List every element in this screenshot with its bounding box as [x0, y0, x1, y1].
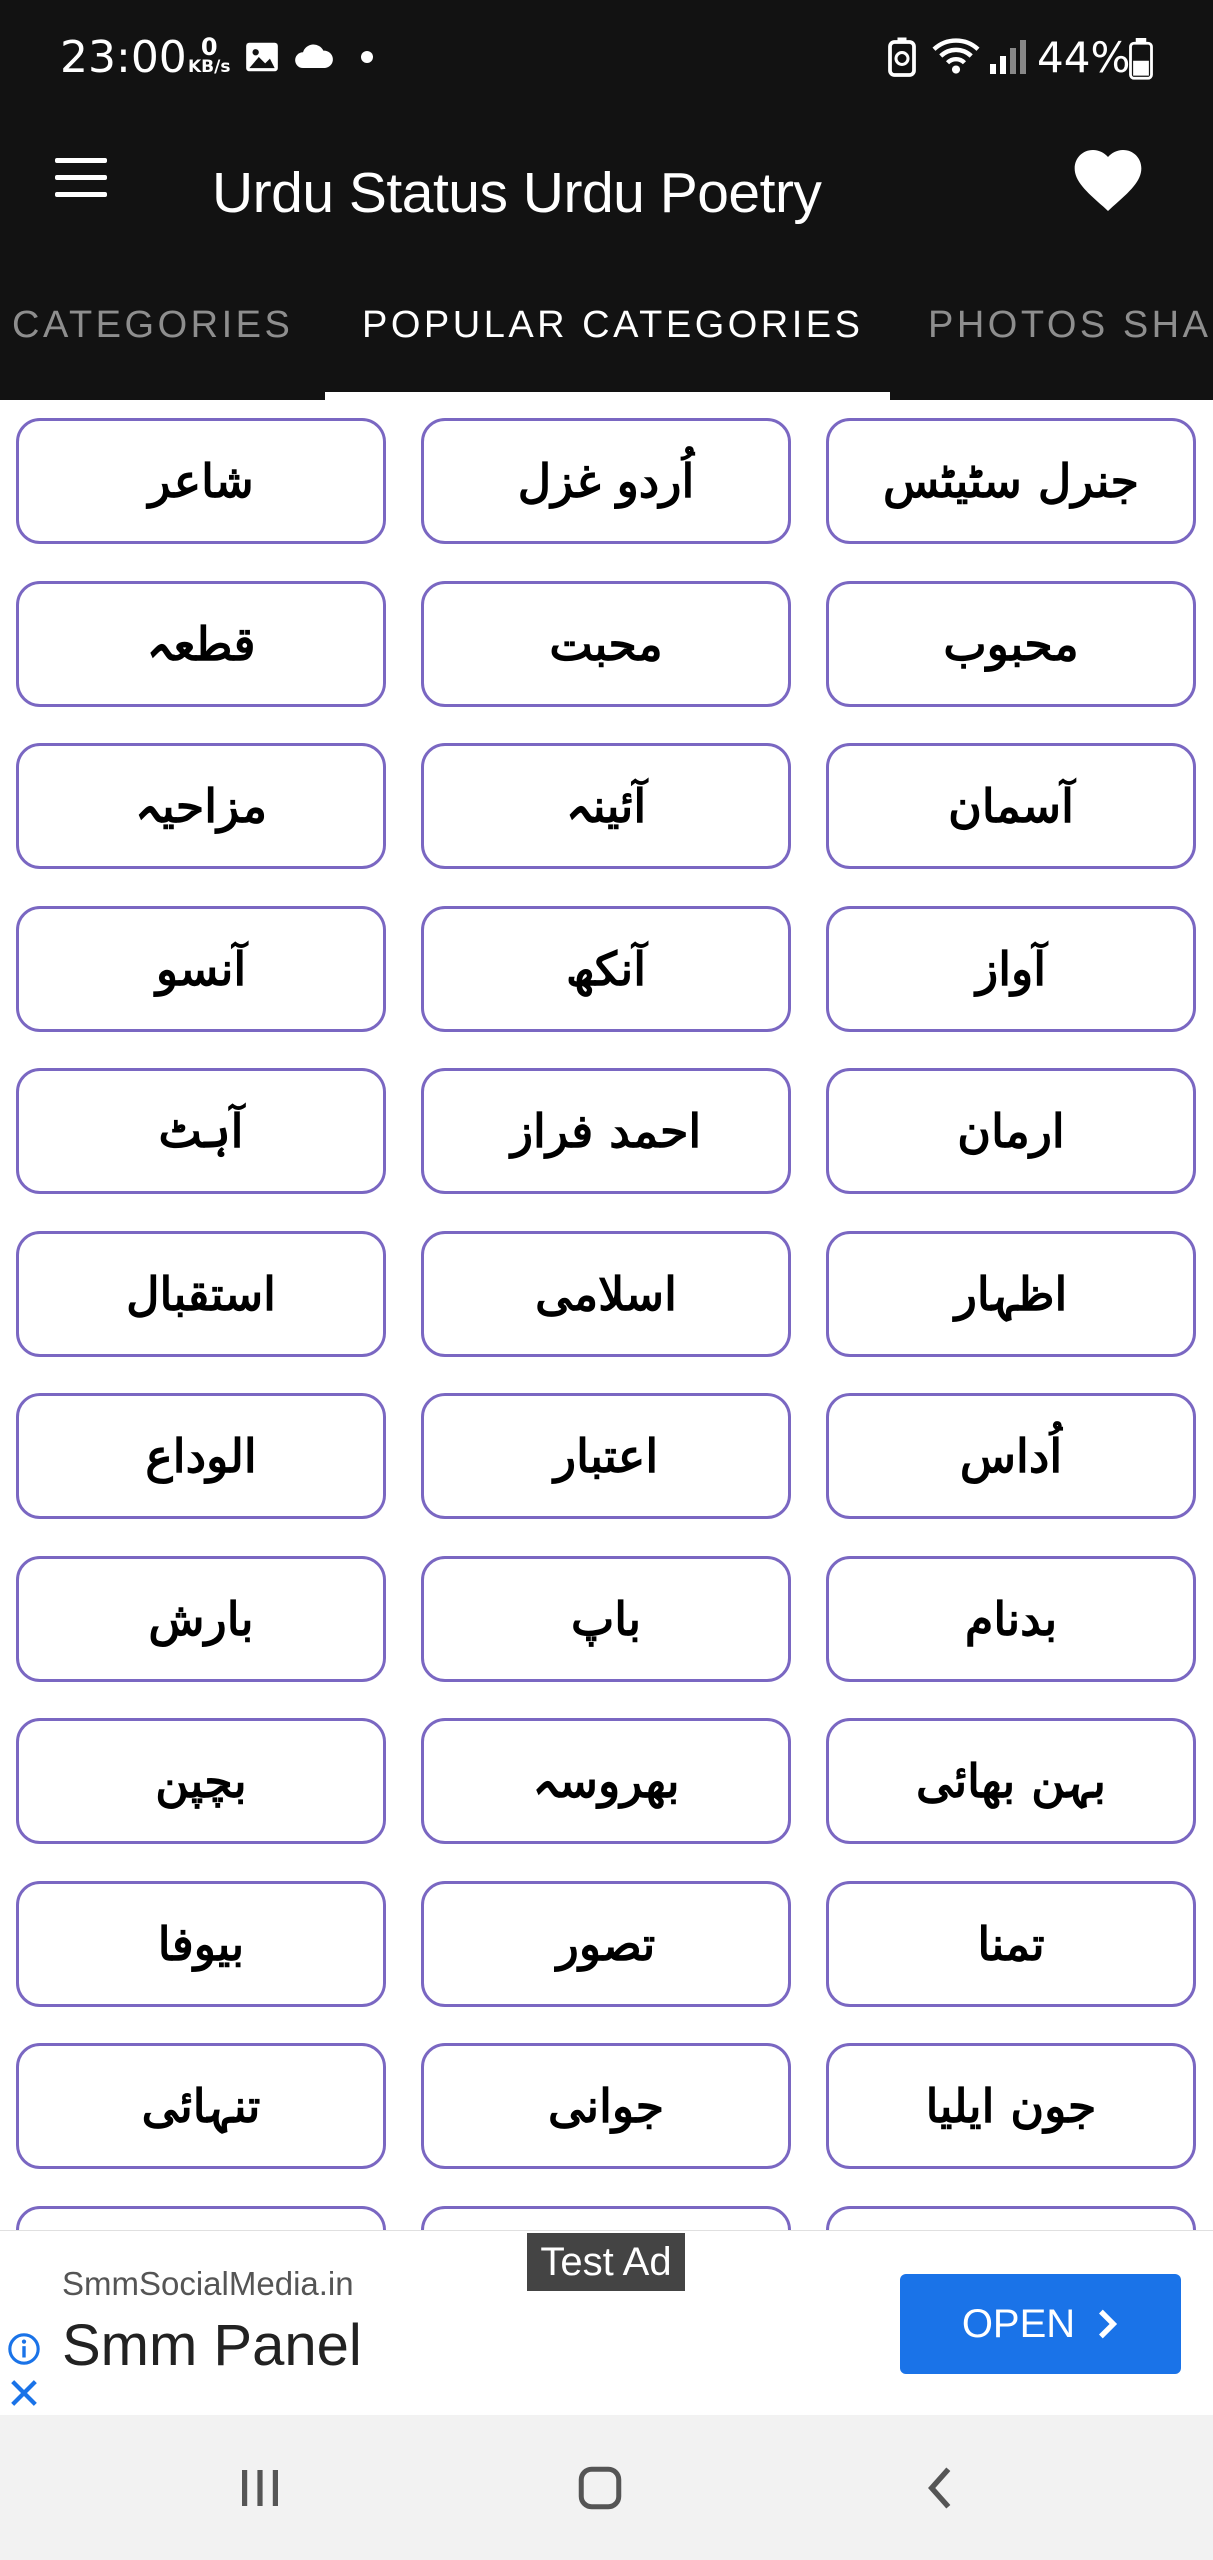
ad-close-icon[interactable] — [7, 2376, 41, 2410]
category-button[interactable]: بھروسہ — [421, 1718, 791, 1844]
category-button[interactable]: آسمان — [826, 743, 1196, 869]
home-icon[interactable] — [540, 2415, 660, 2560]
recent-apps-icon[interactable] — [200, 2415, 320, 2560]
category-button[interactable]: قطعہ — [16, 581, 386, 707]
category-button[interactable]: تنہائی — [16, 2043, 386, 2169]
ad-info-icon[interactable] — [7, 2332, 41, 2366]
gallery-icon — [243, 38, 281, 76]
dot-icon — [360, 50, 374, 64]
tab-photos-shayari[interactable]: PHOTOS SHA — [928, 304, 1212, 346]
ad-headline[interactable]: Smm Panel — [62, 2313, 362, 2378]
category-button[interactable]: بچپن — [16, 1718, 386, 1844]
category-button[interactable]: اُردو غزل — [421, 418, 791, 544]
back-icon[interactable] — [880, 2415, 1000, 2560]
category-button[interactable]: آہٹ — [16, 1068, 386, 1194]
category-button[interactable]: تصور — [421, 1881, 791, 2007]
category-button[interactable]: بہن بھائی — [826, 1718, 1196, 1844]
category-button[interactable]: جوانی — [421, 2043, 791, 2169]
category-button[interactable]: آئینہ — [421, 743, 791, 869]
category-button[interactable]: الوداع — [16, 1393, 386, 1519]
category-button[interactable]: ارمان — [826, 1068, 1196, 1194]
tab-popular-categories[interactable]: POPULAR CATEGORIES — [362, 304, 864, 346]
ad-domain[interactable]: SmmSocialMedia.in — [62, 2265, 354, 2302]
category-button[interactable]: احمد فراز — [421, 1068, 791, 1194]
category-button[interactable]: باپ — [421, 1556, 791, 1682]
heart-icon[interactable] — [1068, 140, 1148, 220]
category-button[interactable]: محبوب — [826, 581, 1196, 707]
category-button[interactable]: بدنام — [826, 1556, 1196, 1682]
category-button[interactable]: بارش — [16, 1556, 386, 1682]
status-time: 23:00 — [60, 32, 187, 83]
hamburger-menu-icon[interactable] — [52, 156, 112, 200]
chevron-right-icon — [1097, 2308, 1119, 2340]
category-button[interactable]: جنرل سٹیٹس — [826, 418, 1196, 544]
ad-open-button[interactable] — [900, 2274, 1181, 2374]
battery-icon — [1128, 38, 1154, 80]
category-button[interactable]: آنکھ — [421, 906, 791, 1032]
category-button[interactable]: اظہار — [826, 1231, 1196, 1357]
category-button[interactable]: اعتبار — [421, 1393, 791, 1519]
system-nav-bar — [0, 2415, 1213, 2560]
category-button[interactable]: آنسو — [16, 906, 386, 1032]
status-bar — [0, 0, 1213, 115]
tab-bar — [0, 290, 1213, 400]
cloud-icon — [292, 38, 336, 76]
category-button-partial[interactable] — [826, 2206, 1196, 2231]
category-button[interactable]: تمنا — [826, 1881, 1196, 2007]
category-button[interactable]: مزاحیہ — [16, 743, 386, 869]
category-button[interactable]: اسلامی — [421, 1231, 791, 1357]
wifi-icon — [930, 34, 982, 78]
category-button[interactable]: اُداس — [826, 1393, 1196, 1519]
network-speed-unit: KB/s — [188, 57, 231, 77]
test-ad-badge: Test Ad — [527, 2233, 685, 2291]
category-button[interactable]: بیوفا — [16, 1881, 386, 2007]
category-grid — [0, 400, 1213, 2230]
category-button[interactable]: جون ایلیا — [826, 2043, 1196, 2169]
battery-saver-icon — [887, 36, 917, 78]
battery-percent: 44% — [1037, 33, 1131, 82]
category-button-partial[interactable] — [16, 2206, 386, 2231]
network-speed-value: 0 — [200, 33, 218, 61]
category-button[interactable]: استقبال — [16, 1231, 386, 1357]
active-tab-indicator — [325, 392, 890, 400]
category-button-partial[interactable] — [421, 2206, 791, 2231]
category-button[interactable]: شاعر — [16, 418, 386, 544]
signal-icon — [988, 36, 1028, 76]
app-title: Urdu Status Urdu Poetry — [212, 161, 822, 225]
ad-open-label: OPEN — [961, 2301, 1076, 2346]
category-button[interactable]: محبت — [421, 581, 791, 707]
tab-categories[interactable]: CATEGORIES — [12, 304, 294, 346]
network-speed — [188, 33, 231, 77]
category-button[interactable]: آواز — [826, 906, 1196, 1032]
